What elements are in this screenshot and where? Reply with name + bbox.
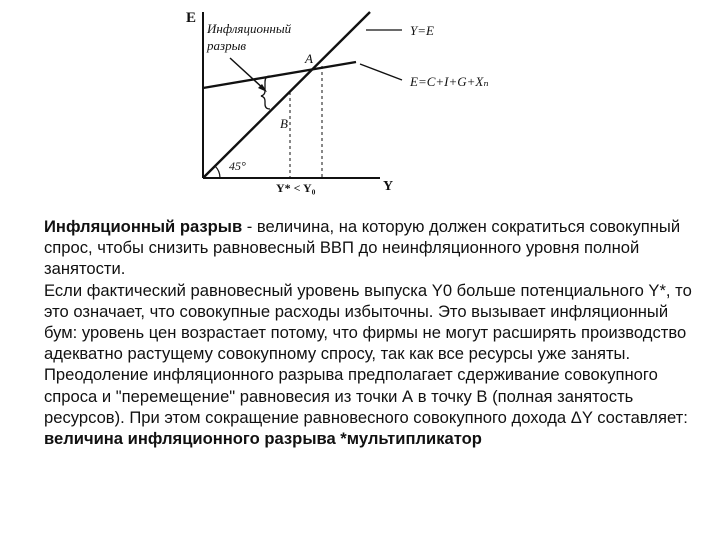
formula-text: величина инфляционного разрыва *мультипликатор	[44, 429, 482, 449]
angle-label: 45°	[229, 159, 246, 173]
line-y-equals-e	[203, 12, 370, 178]
x-axis-label: Y	[383, 179, 394, 194]
gap-brace	[261, 76, 270, 109]
point-b-label: B	[280, 116, 288, 131]
inflation-gap-diagram	[170, 0, 560, 205]
line-ye-label: Y=E	[410, 23, 434, 38]
leader-line-ae	[360, 64, 402, 80]
explanation-text-body: Если фактический равновесный уровень выпуска Y0 больше потенциального Y*, то это означает, что совокупные расходы избыточны. Это вызывает инфляционный бум: уровень цен возрастает потому, что фирмы не могут расширять производство адекватно растущему совокупному спросу, так как все ресурсы уже заняты. Преодоление инфляционного разрыва предполагает сдерживание совокупного спроса и "перемещение" равновесия из точки А в точку В (полная занятость ресурсов). При этом сокращение равновесного совокупного дохода ΔY составляет:	[44, 280, 692, 427]
point-a-label: A	[305, 51, 313, 66]
explanation-text	[44, 216, 694, 449]
line-ae-label: E=C+I+G+Xₙ	[410, 74, 489, 89]
x-tick-label: Y* < Y₀	[276, 181, 316, 195]
y-axis-label: E	[186, 10, 197, 26]
term-inflation-gap: Инфляционный разрыв	[44, 217, 243, 236]
gap-arrow	[230, 58, 265, 90]
angle-arc	[215, 166, 220, 178]
definition-paragraph	[44, 216, 694, 280]
definition-text: - величина, на которую должен сократиться совокупный спрос, чтобы снизить равновесный ВВП до неинфляционного уровня полной занятости.	[44, 217, 681, 279]
gap-label-line1: Инфляционный	[207, 21, 292, 36]
gap-label-line2: разрыв	[207, 38, 247, 53]
explanation-paragraph	[44, 280, 694, 450]
line-aggregate-expenditure	[203, 62, 356, 88]
